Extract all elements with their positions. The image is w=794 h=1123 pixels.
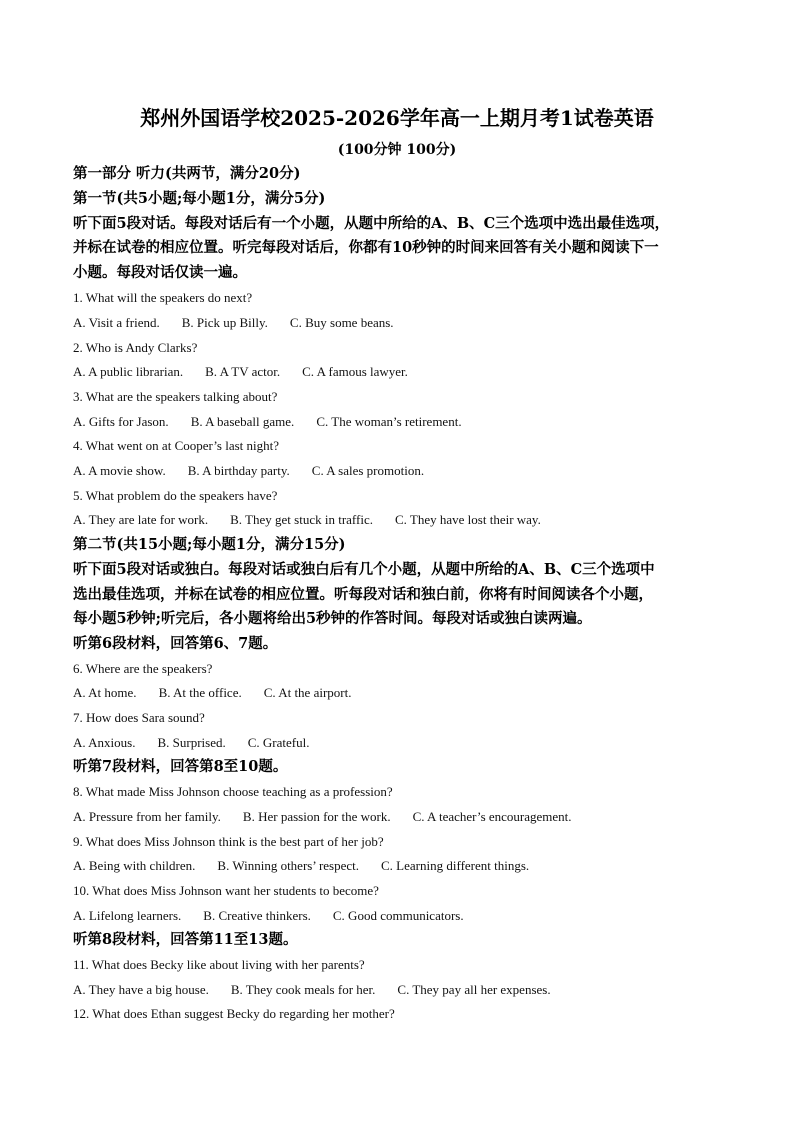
section2-instruction-line: 选出最佳选项，并标在试卷的相应位置。听每段对话和独白前，你将有时间阅读各个小题， — [73, 586, 653, 603]
option: B. At the office. — [158, 685, 242, 700]
question-options — [73, 856, 551, 876]
option: B. Winning others’ respect. — [217, 858, 360, 873]
option: B. A TV actor. — [205, 364, 281, 379]
question-text: 8. What made Miss Johnson choose teaching as a profession? — [73, 784, 393, 799]
option: B. Creative thinkers. — [203, 908, 311, 923]
question-text: 4. What went on at Cooper’s last night? — [73, 438, 280, 453]
question-text: 11. What does Becky like about living with her parents? — [73, 957, 365, 972]
question-options — [73, 980, 573, 1000]
question-text: 9. What does Miss Johnson think is the best part of her job? — [73, 834, 384, 849]
option: C. Learning different things. — [381, 858, 530, 873]
option: B. They cook meals for her. — [230, 982, 376, 997]
question-text: 3. What are the speakers talking about? — [73, 389, 278, 404]
option: C. A famous lawyer. — [302, 364, 408, 379]
option: B. Her passion for the work. — [242, 809, 391, 824]
question-options — [73, 412, 484, 432]
question-options — [73, 461, 446, 481]
option: C. Grateful. — [247, 735, 310, 750]
option: C. At the airport. — [263, 685, 352, 700]
option: A. At home. — [73, 685, 137, 700]
option: A. Lifelong learners. — [73, 908, 182, 923]
question-text: 10. What does Miss Johnson want her students to become? — [73, 883, 379, 898]
option: A. A movie show. — [73, 463, 166, 478]
option: A. Anxious. — [73, 735, 136, 750]
option: C. Good communicators. — [332, 908, 464, 923]
question-text: 6. Where are the speakers? — [73, 661, 213, 676]
question-options — [73, 807, 594, 827]
material-heading: 听第6段材料，回答第6、7题。 — [73, 635, 278, 652]
section2-instruction-line: 每小题5秒钟;听完后，各小题将给出5秒钟的作答时间。每段对话或独白读两遍。 — [73, 610, 592, 627]
question-options — [73, 510, 563, 530]
option: B. A birthday party. — [187, 463, 290, 478]
option: C. The woman’s retirement. — [316, 414, 462, 429]
page-subtitle: (100分钟 100分) — [337, 142, 457, 158]
option: A. Being with children. — [73, 858, 196, 873]
question-options — [73, 906, 486, 926]
section1-heading: 第一节(共5小题;每小题1分，满分5分) — [73, 190, 326, 207]
section1-instruction-line: 小题。每段对话仅读一遍。 — [73, 264, 247, 281]
section1-instruction-line: 听下面5段对话。每段对话后有一个小题，从题中所给的A、B、C三个选项中选出最佳选项， — [73, 215, 670, 232]
question-text: 12. What does Ethan suggest Becky do regarding her mother? — [73, 1006, 395, 1021]
material-heading: 听第8段材料，回答第11至13题。 — [73, 931, 298, 948]
question-options — [73, 362, 430, 382]
question-options — [73, 733, 331, 753]
option: A. Gifts for Jason. — [73, 414, 169, 429]
option: C. Buy some beans. — [289, 315, 394, 330]
option: C. They pay all her expenses. — [397, 982, 551, 997]
option: C. A sales promotion. — [311, 463, 425, 478]
question-text: 2. Who is Andy Clarks? — [73, 340, 198, 355]
question-options — [73, 313, 416, 333]
option: B. Pick up Billy. — [181, 315, 268, 330]
question-text: 5. What problem do the speakers have? — [73, 488, 278, 503]
option: A. They are late for work. — [73, 512, 209, 527]
option: C. They have lost their way. — [394, 512, 541, 527]
part1-heading: 第一部分 听力(共两节，满分20分) — [73, 165, 301, 182]
page-title: 郑州外国语学校2025-2026学年高一上期月考1试卷英语 — [140, 106, 654, 130]
section2-instruction-line: 听下面5段对话或独白。每段对话或独白后有几个小题，从题中所给的A、B、C三个选项中 — [73, 561, 655, 578]
section2-heading: 第二节(共15小题;每小题1分，满分15分) — [73, 536, 346, 553]
question-text: 1. What will the speakers do next? — [73, 290, 253, 305]
option: C. A teacher’s encouragement. — [412, 809, 572, 824]
option: B. They get stuck in traffic. — [230, 512, 373, 527]
option: A. A public librarian. — [73, 364, 184, 379]
option: B. Surprised. — [157, 735, 226, 750]
question-options — [73, 683, 373, 703]
option: A. Visit a friend. — [73, 315, 160, 330]
question-text: 7. How does Sara sound? — [73, 710, 205, 725]
material-heading: 听第7段材料，回答第8至10题。 — [73, 758, 288, 775]
option: B. A baseball game. — [190, 414, 295, 429]
option: A. Pressure from her family. — [73, 809, 221, 824]
section1-instruction-line: 并标在试卷的相应位置。听完每段对话后，你都有10秒钟的时间来回答有关小题和阅读下一 — [73, 239, 659, 256]
option: A. They have a big house. — [73, 982, 209, 997]
